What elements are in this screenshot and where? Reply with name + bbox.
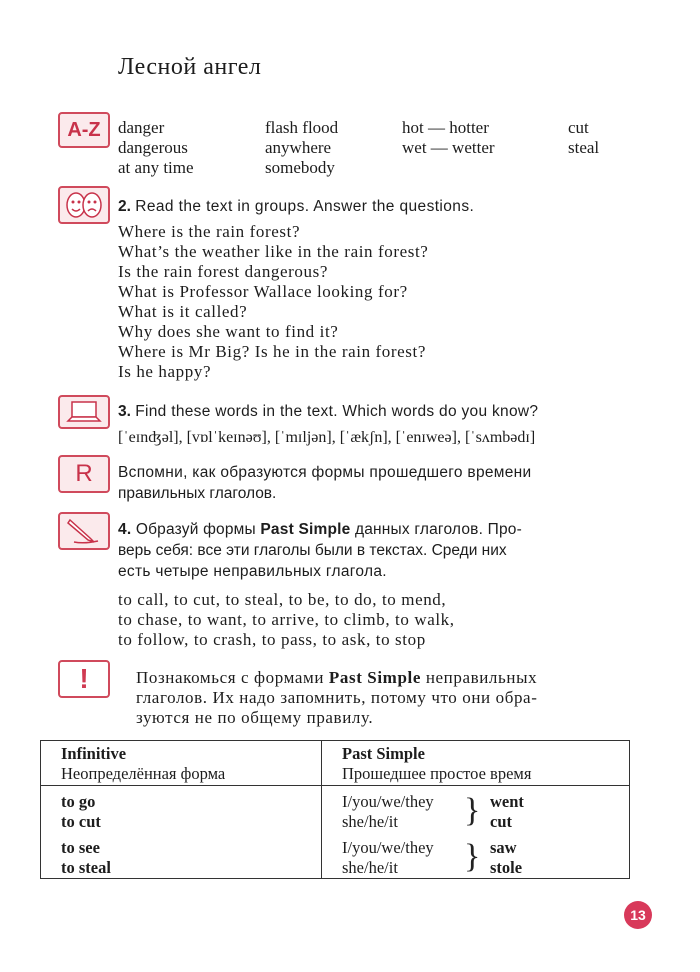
remember-text <box>118 462 531 504</box>
exercise-2-questions <box>118 222 428 382</box>
masks-group-reading-icon <box>58 186 110 224</box>
vocab-word: steal <box>568 138 600 157</box>
vocab-column-3 <box>402 118 495 158</box>
vocab-word: anywhere <box>265 138 332 157</box>
note-text-line: зуются не по общему правилу. <box>136 708 374 727</box>
vocab-word: dangerous <box>118 138 188 157</box>
exercise-number: 3. <box>118 403 131 420</box>
question: What’s the weather like in the rain forest? <box>118 242 429 261</box>
past-form: stole <box>490 858 523 877</box>
infinitive-verb: to steal <box>61 858 111 877</box>
infinitive-header-ru: Неопределённая форма <box>61 764 226 783</box>
past-simple-cell <box>322 786 630 879</box>
laptop-icon <box>58 395 110 429</box>
instruction-text: есть четыре неправильных глагола. <box>118 563 387 580</box>
exclamation-icon-label: ! <box>79 663 89 694</box>
remember-r-icon <box>58 455 110 493</box>
vocab-column-4 <box>568 118 599 158</box>
table-header-cell <box>41 741 322 786</box>
exercise-3-instruction <box>118 401 538 422</box>
exclamation-icon <box>58 660 110 698</box>
vocab-word: flash flood <box>265 118 339 137</box>
vocab-word: at any time <box>118 158 194 177</box>
past-simple-header-ru: Прошедшее простое время <box>342 764 532 783</box>
infinitive-verb: to go <box>61 792 96 811</box>
vocab-word: somebody <box>265 158 335 177</box>
past-form: went <box>490 792 524 811</box>
question: Is the rain forest dangerous? <box>118 262 328 281</box>
infinitive-verb: to cut <box>61 812 101 831</box>
question: What is it called? <box>118 302 248 321</box>
note-text-line: неправильных <box>420 668 538 687</box>
question: What is Professor Wallace looking for? <box>118 282 408 301</box>
verbs-list <box>118 590 455 650</box>
vocab-column-1 <box>118 118 194 178</box>
vocab-word: wet — wetter <box>402 138 495 157</box>
page-number-badge: 13 <box>624 901 652 929</box>
subject-pronouns: I/you/we/they <box>342 838 434 857</box>
exercise-number: 2. <box>118 198 131 215</box>
instruction-text: Образуй формы <box>135 521 261 538</box>
table-header-row <box>41 741 630 786</box>
past-form: saw <box>490 838 517 857</box>
instruction-text: верь себя: все эти глаголы были в текстах. Среди них <box>118 542 507 559</box>
infinitive-cell <box>41 786 322 879</box>
subject-pronouns: I/you/we/they <box>342 792 434 811</box>
past-form: cut <box>490 812 512 831</box>
irregular-verbs-table <box>40 740 630 879</box>
note-text <box>136 668 537 728</box>
verbs-line: to follow, to crash, to pass, to ask, to stop <box>118 630 426 649</box>
page-title: Лесной ангел <box>118 54 262 80</box>
infinitive-verb: to see <box>61 838 100 857</box>
table-row <box>41 786 630 879</box>
vocab-column-2 <box>265 118 338 178</box>
question: Is he happy? <box>118 362 212 381</box>
past-simple-header: Past Simple <box>342 744 425 763</box>
question: Why does she want to find it? <box>118 322 339 341</box>
past-simple-term: Past Simple <box>328 668 421 687</box>
verbs-line: to chase, to want, to arrive, to climb, to walk, <box>118 610 455 629</box>
verb-group <box>342 792 629 832</box>
subject-pronouns: she/he/it <box>342 858 398 877</box>
question: Where is Mr Big? Is he in the rain forest? <box>118 342 426 361</box>
note-text-line: глаголов. Их надо запомнить, потому что они обра- <box>136 688 538 707</box>
brace-icon: } <box>464 792 481 829</box>
a-z-vocabulary-icon <box>58 112 110 148</box>
past-simple-term: Past Simple <box>260 521 351 538</box>
instruction-text: Find these words in the text. Which words do you know? <box>135 403 539 420</box>
table-header-cell <box>322 741 630 786</box>
vocab-word: cut <box>568 118 589 137</box>
pen-writing-icon <box>58 512 110 550</box>
infinitive-header: Infinitive <box>61 744 127 763</box>
exercise-2-instruction <box>118 196 474 217</box>
transcription-line: [ˈeɪnʤəl], [vɒlˈkeɪnəʊ], [ˈmɪljən], [ˈækʃn], [ˈenɪweə], [ˈsʌmbədɪ] <box>118 429 536 446</box>
vocab-word: danger <box>118 118 165 137</box>
a-z-icon-label: A-Z <box>67 119 101 141</box>
question: Where is the rain forest? <box>118 222 301 241</box>
note-text-line: Познакомься с формами <box>136 668 329 687</box>
instruction-text: данных глаголов. Про- <box>350 521 522 538</box>
exercise-4-instruction <box>118 519 522 582</box>
instruction-text: Read the text in groups. Answer the questions. <box>135 198 475 215</box>
verb-group <box>342 838 629 878</box>
remember-line: правильных глаголов. <box>118 485 277 502</box>
remember-line: Вспомни, как образуются формы прошедшего времени <box>118 464 532 481</box>
subject-pronouns: she/he/it <box>342 812 398 831</box>
exercise-number: 4. <box>118 521 132 538</box>
verbs-line: to call, to cut, to steal, to be, to do, to mend, <box>118 590 447 609</box>
brace-icon: } <box>464 838 481 875</box>
vocab-word: hot — hotter <box>402 118 489 137</box>
r-icon-label: R <box>75 460 93 487</box>
